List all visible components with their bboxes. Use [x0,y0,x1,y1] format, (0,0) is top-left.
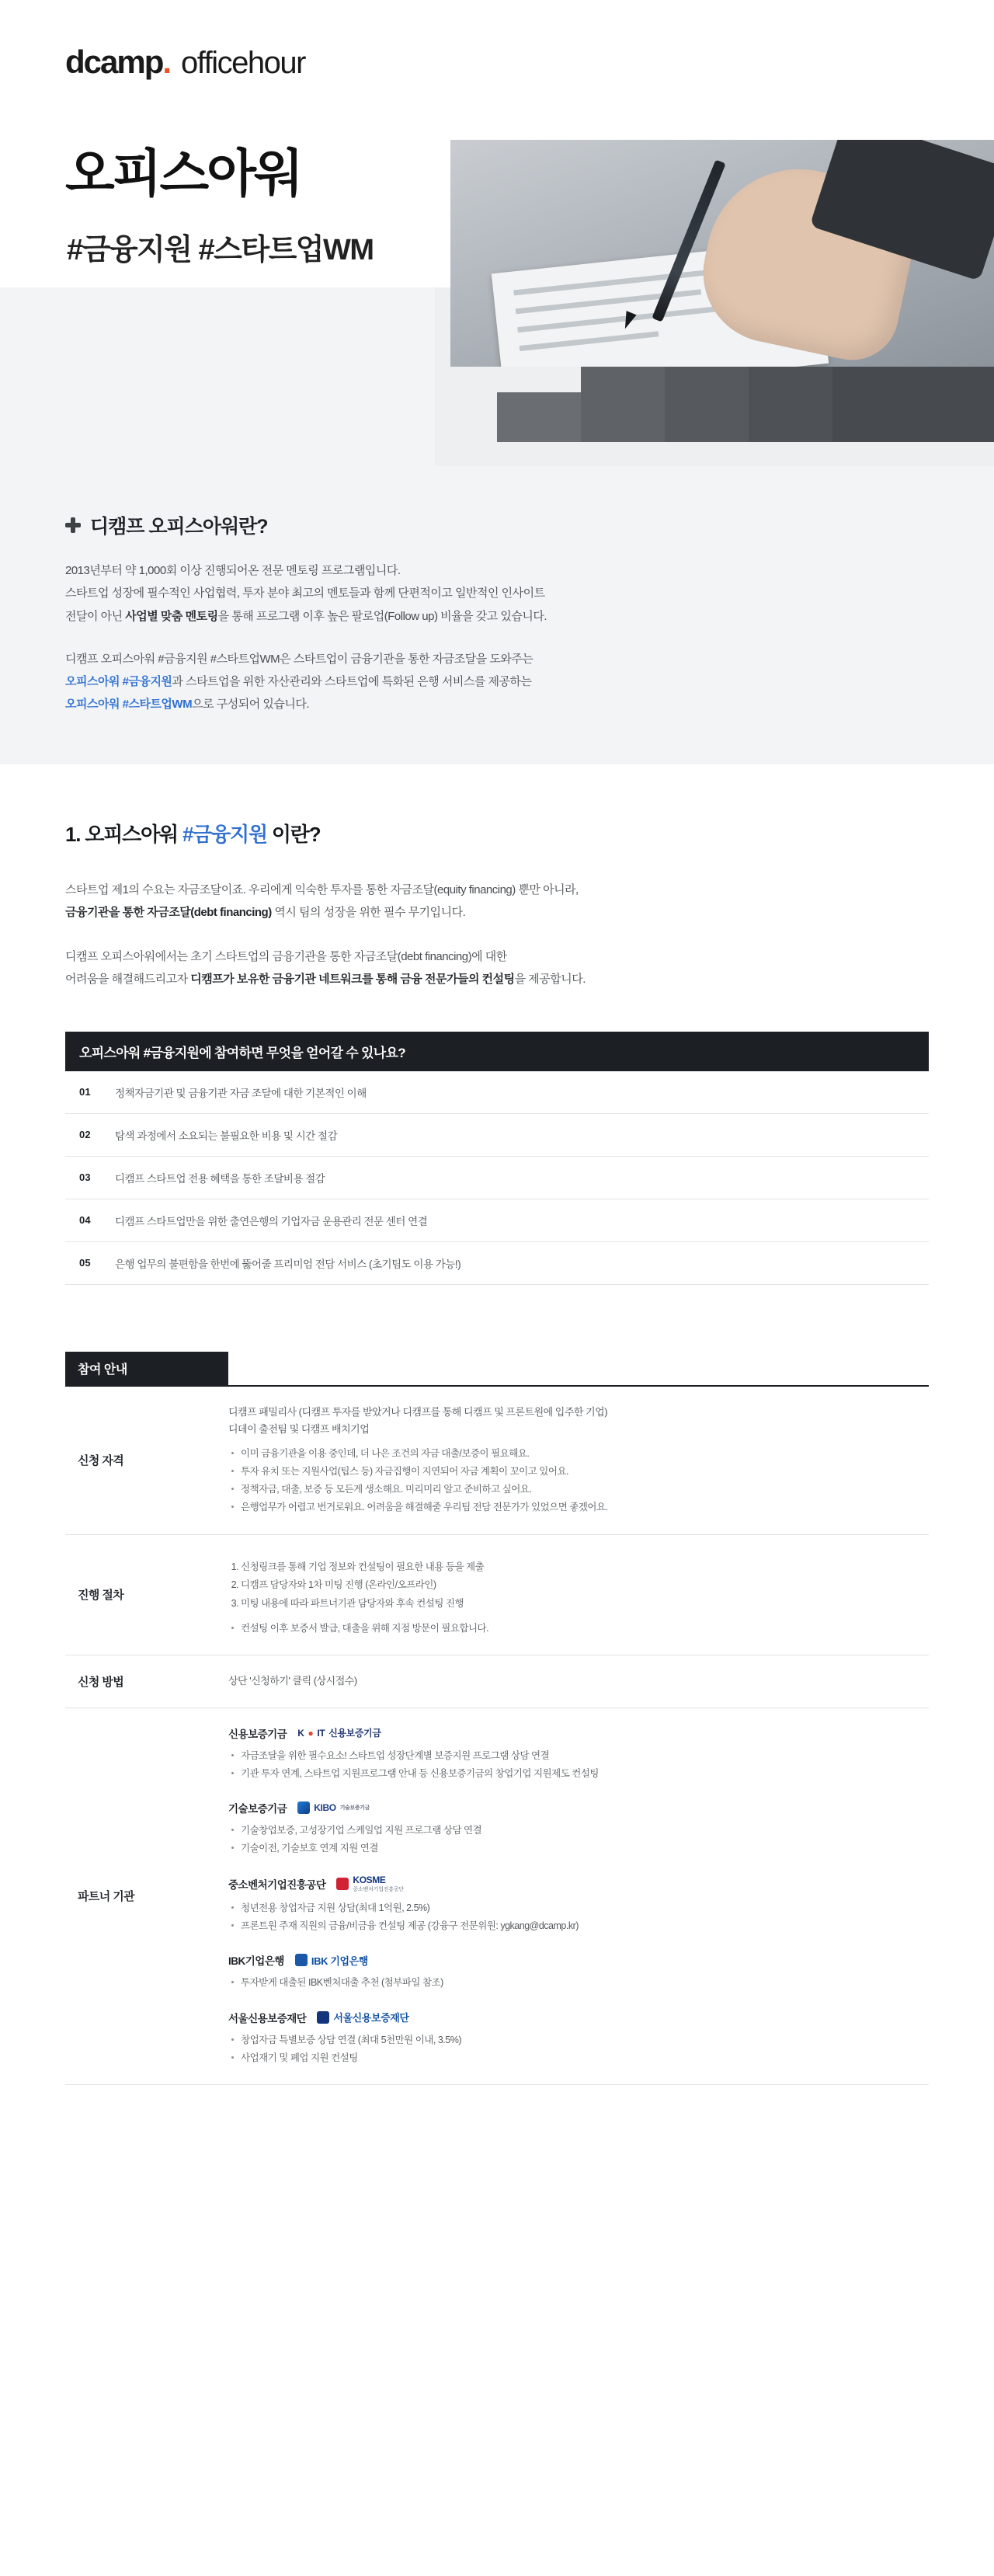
intro-p1-line2: 스타트업 성장에 필수적인 사업협력, 투자 분야 최고의 멘토들과 함께 단편적이고 일반적인 인사이트 [65,587,545,600]
intro-p1-line1: 2013년부터 약 1,000회 이상 진행되어온 전문 멘토링 프로그램입니다. [65,564,401,577]
section1-paragraph-2 [65,945,919,991]
guide-body [228,1708,929,2084]
eligibility-line: 디캠프 패밀리사 (디캠프 투자를 받았거나 디캠프를 통해 디캠프 및 프론트원에 입주한 기업) [228,1405,608,1418]
intro-p1-line3-bold: 사업별 맞춤 멘토링 [125,609,218,623]
partner-bullets [228,1822,916,1857]
kibo-logo-subtext: 기술보증기금 [339,1805,370,1811]
seoul-logo-mark [317,2011,329,2024]
ibk-logo-text: IBK 기업은행 [311,1955,368,1967]
intro-section [0,466,994,764]
section1-p1-line1: 스타트업 제1의 수요는 자금조달이죠. 우리에게 익숙한 투자를 통한 자금조달(equity financing) 뿐만 아니라, [65,882,579,896]
partner-name: 중소벤처기업진흥공단 [228,1879,326,1892]
intro-heading-row [65,511,919,539]
page-bottom-spacer [0,2085,994,2116]
how-to-apply-text: 상단 '신청하기' 클릭 (상시접수) [228,1674,357,1687]
partner-block-ibk [228,1952,916,1992]
intro-paragraph-2 [65,648,919,716]
benefit-number: 01 [79,1086,91,1098]
list-item: 투자 유치 또는 지원사업(팁스 등) 자금집행이 지연되어 자금 계획이 꼬이고 있어요. [231,1463,916,1481]
ibk-logo-mark [295,1954,308,1966]
benefit-text: 탐색 과정에서 소요되는 불필요한 비용 및 시간 절감 [115,1130,338,1142]
benefit-row [65,1157,929,1199]
partner-bullets [228,2031,916,2067]
list-item: 3. 미팅 내용에 따라 파트너기관 담당자와 후속 컨설팅 진행 [241,1595,916,1613]
section-financial-support [0,764,994,991]
benefit-text: 디캠프 스타트업 전용 혜택을 통한 조달비용 절감 [115,1172,325,1185]
section1-p2-line1: 디캠프 오피스아워에서는 초기 스타트업의 금융기관을 통한 자금조달(debt financing)에 대한 [65,950,507,963]
partner-bullets [228,1974,916,1992]
benefit-row [65,1199,929,1242]
kosme-logo-mark [336,1878,349,1890]
intro-p2-line3-rest: 으로 구성되어 있습니다. [192,698,309,712]
logo-officehour-text: officehour [181,46,305,80]
benefits-list [65,1071,929,1285]
partner-bullets [228,1899,916,1935]
process-steps [228,1558,916,1613]
intro-heading: 디캠프 오피스아워란? [90,516,268,538]
guide-row-partners [65,1708,929,2085]
partner-name: 기술보증기금 [228,1802,287,1815]
benefit-row [65,1114,929,1157]
intro-p2-highlight-2: 오피스아워 #스타트업WM [65,698,193,712]
list-item: 자금조달을 위한 필수요소! 스타트업 성장단계별 보증지원 프로그램 상담 연결 [231,1747,916,1765]
eligibility-bullets [228,1445,916,1517]
list-item: 기술이전, 기술보호 연계 지원 연결 [231,1840,916,1857]
guide-body [228,1387,929,1534]
benefit-text: 정책자금기관 및 금융기관 자금 조달에 대한 기본적인 이해 [115,1087,367,1099]
intro-p2-line2-rest: 과 스타트업을 위한 자산관리와 스타트업에 특화된 은행 서비스를 제공하는 [172,675,532,688]
brand-logo [65,44,305,81]
section1-heading-post: 이란? [266,822,321,846]
seoul-credit-guarantee-logo-icon [317,2010,408,2024]
guide-body [228,1655,929,1707]
section1-p2-pre: 어려움을 해결해드리고자 [65,973,191,987]
list-item: 기술창업보증, 고성장기업 스케일업 지원 프로그램 상담 연결 [231,1822,916,1840]
list-item: 이미 금융기관을 이용 중인데, 더 나은 조건의 자금 대출/보증이 필요해요. [231,1445,916,1463]
list-item: 사업재기 및 폐업 지원 컨설팅 [231,2049,916,2067]
kodit-logo-text: 신용보증기금 [328,1728,381,1739]
benefit-number: 05 [79,1257,91,1269]
partner-name: 신용보증기금 [228,1728,287,1740]
list-item: 투자받게 대출된 IBK벤처대출 추천 (첨부파일 참조) [231,1974,916,1992]
partner-head [228,1800,916,1815]
intro-p1-line3-pre: 전달이 아닌 [65,609,126,623]
partner-block-seoul-credit-guarantee [228,2010,916,2067]
intro-p1-line3-post: 을 통해 프로그램 이후 높은 팔로업(Follow up) 비율을 갖고 있습니다. [217,609,547,623]
partner-block-kibo [228,1800,916,1857]
kosme-logo-subtext: 중소벤처기업진흥공단 [353,1887,405,1893]
hero-photo-signing-document [450,140,994,367]
step-block-2 [581,363,666,442]
guide-label: 진행 절차 [78,1589,124,1603]
eligibility-line: 디데이 출전팀 및 디캠프 배치기업 [228,1423,370,1436]
partner-head [228,1952,916,1968]
kibo-logo-mark [297,1801,310,1814]
list-item: 프론트원 주재 직원의 금융/비금융 컨설팅 제공 (강융구 전문위원: ygkang@dcamp.kr) [231,1917,916,1935]
list-item: 1. 신청링크를 통해 기업 정보와 컨설팅이 필요한 내용 등을 제출 [241,1558,916,1577]
section1-paragraph-1 [65,879,919,924]
step-block-1 [497,392,582,442]
partner-head [228,2010,916,2025]
kosme-logo-text: KOSME [353,1875,386,1886]
section1-heading-highlight: #금융지원 [182,822,267,846]
partner-bullets [228,1747,916,1783]
benefit-text: 디캠프 스타트업만을 위한 출연은행의 기업자금 운용관리 전문 센터 연결 [115,1215,428,1227]
section1-number: 1. [65,822,81,846]
partner-head [228,1725,916,1741]
benefit-number: 03 [79,1171,91,1183]
partner-name: IBK기업은행 [228,1955,284,1968]
guide-row-eligibility [65,1387,929,1535]
list-item: 청년전용 창업자금 지원 상담(최대 1억원, 2.5%) [231,1899,916,1917]
section1-p2-post: 을 제공합니다. [514,973,586,987]
kibo-logo-text: KIBO [314,1801,336,1813]
guide-row-process [65,1535,929,1655]
intro-p2-line1: 디캠프 오피스아워 #금융지원 #스타트업WM은 스타트업이 금융기관을 통한 자금조달을 도와주는 [65,652,533,666]
guide-title-bar: 참여 안내 [65,1352,228,1385]
list-item: 컨설팅 이후 보증서 발급, 대출을 위해 지점 방문이 필요합니다. [231,1620,916,1638]
list-item: 정책자금, 대출, 보증 등 모든게 생소해요. 미리미리 알고 준비하고 싶어요. [231,1481,916,1499]
kosme-logo-icon [336,1875,404,1893]
partner-block-kosme [228,1875,916,1935]
benefit-row [65,1071,929,1114]
benefit-row [65,1242,929,1285]
plus-icon [65,517,81,533]
list-item: 은행업무가 어렵고 번거로워요. 어려움을 해결해줄 우리팀 전담 전문가가 있었으면 좋겠어요. [231,1499,916,1516]
list-item: 기관 투자 연계, 스타트업 지원프로그램 안내 등 신용보증기금의 창업기업 지원제도 컨설팅 [231,1765,916,1783]
intro-paragraph-1 [65,559,919,628]
partner-name: 서울신용보증재단 [228,2012,307,2024]
hero-section [0,0,994,466]
ibk-logo-icon [295,1953,368,1968]
guide-body [228,1535,929,1655]
guide-label: 파트너 기관 [78,1890,135,1904]
guide-label: 신청 자격 [78,1454,124,1467]
seoul-logo-text: 서울신용보증재단 [333,2012,409,2024]
guide-table [65,1385,929,2085]
guide-label: 신청 방법 [78,1675,124,1689]
section1-p1-bold: 금융기관을 통한 자금조달(debt financing) [65,905,272,919]
partner-block-kodit [228,1725,916,1783]
list-item: 2. 디캠프 담당자와 1차 미팅 진행 (온라인/오프라인) [241,1576,916,1595]
page-subtitle: #금융지원 #스타트업WM [67,234,374,266]
guide-row-how-to-apply [65,1655,929,1708]
kibo-logo-icon [297,1801,370,1814]
list-item: 창업자금 특별보증 상담 연결 (최대 5천만원 이내, 3.5%) [231,2031,916,2049]
process-note-bullets [228,1620,916,1638]
page-title: 오피스아워 [65,144,301,202]
section1-heading-pre: 오피스아워 [85,822,182,846]
document-line [520,331,659,351]
section1-p1-line2-rest: 역시 팀의 성장을 위한 필수 무기입니다. [271,905,466,919]
kodit-logo-icon: K ● IT 신용보증기금 [297,1727,381,1739]
benefits-title-bar: 오피스아워 #금융지원에 참여하면 무엇을 얻어갈 수 있나요? [65,1032,929,1071]
section1-p2-bold: 디캠프가 보유한 금융기관 네트워크를 통해 금융 전문가들의 컨설팅 [190,973,515,987]
section1-heading [65,819,919,848]
logo-dcamp-text: dcamp. [65,44,171,80]
hero-light-band [0,287,435,466]
benefit-number: 04 [79,1214,91,1226]
benefit-text: 은행 업무의 불편함을 한번에 뚫어줄 프리미엄 전담 서비스 (초기팀도 이용 가능!) [115,1258,461,1270]
partner-head [228,1875,916,1893]
benefit-number: 02 [79,1129,91,1140]
intro-p2-highlight-1: 오피스아워 #금융지원 [65,675,172,688]
